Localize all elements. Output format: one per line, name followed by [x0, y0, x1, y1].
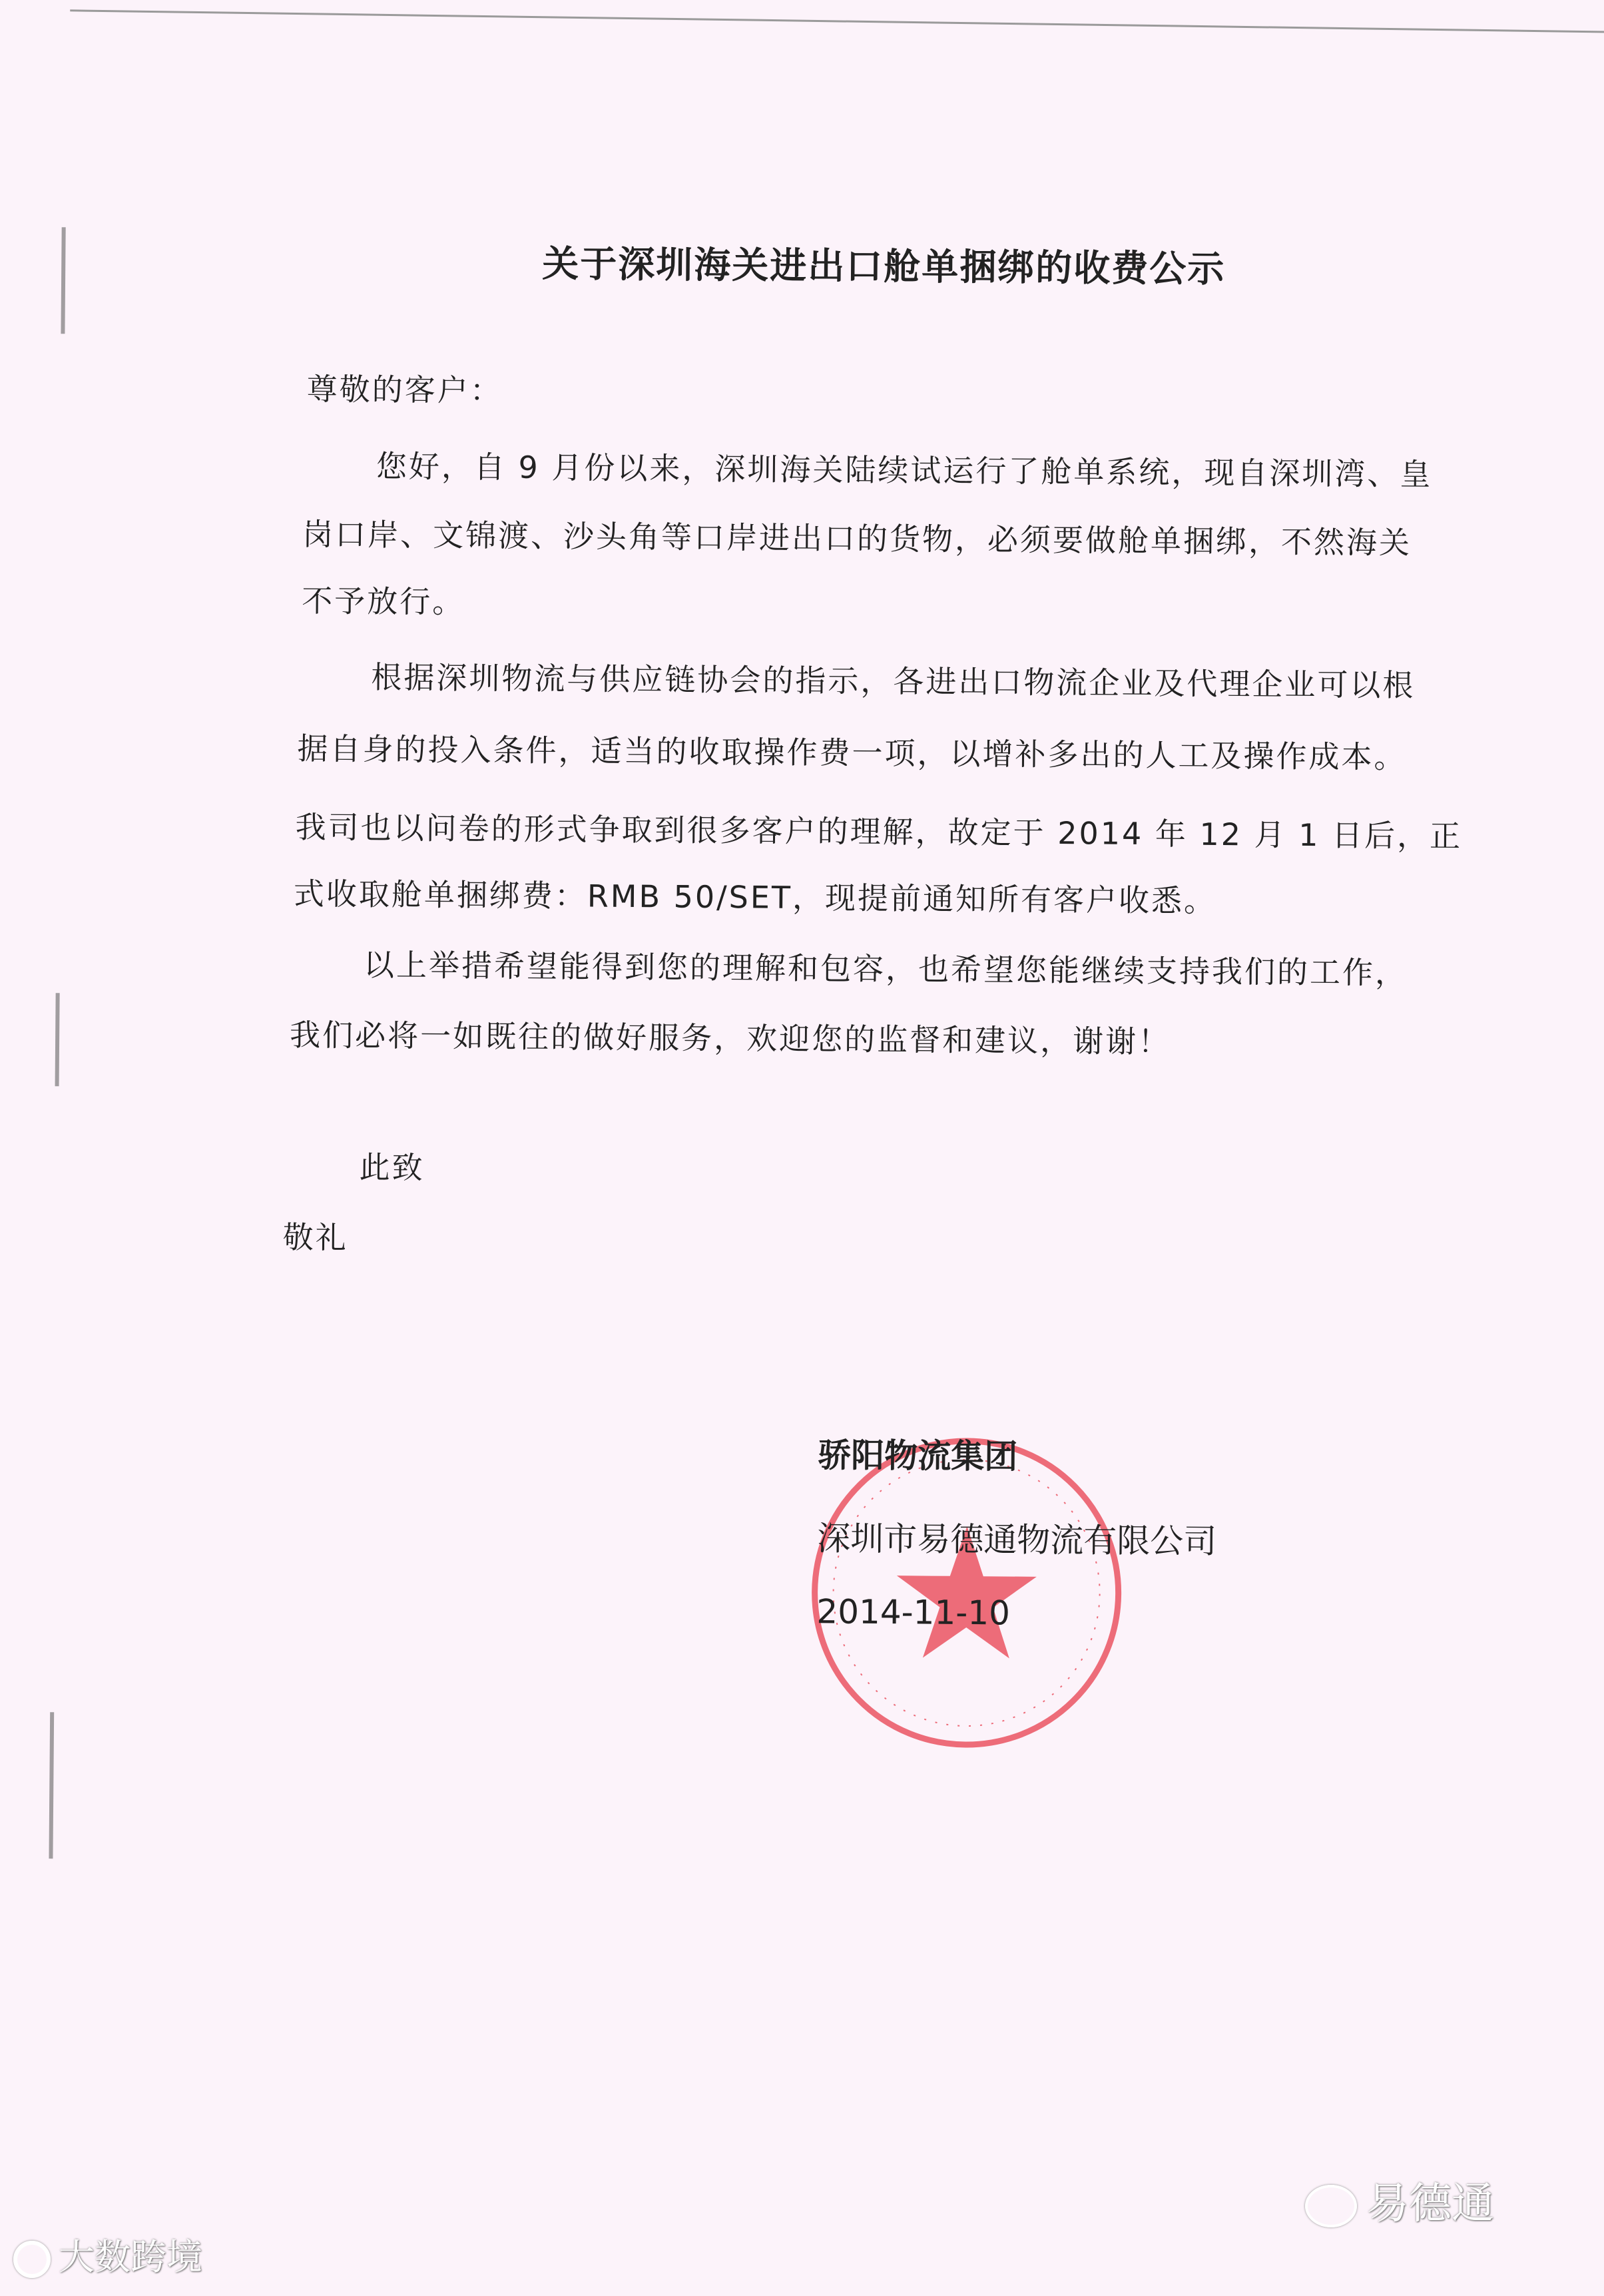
watermark-bottom-right: 易德通 [1305, 2177, 1494, 2231]
greeting: 尊敬的客户： [306, 371, 503, 409]
paragraph-3-line: 我们必将一如既往的做好服务，欢迎您的监督和建议，谢谢！ [289, 1016, 1171, 1060]
closing-salutation: 此致 [359, 1149, 425, 1186]
paragraph-2-line: 我司也以问卷的形式争取到很多客户的理解，故定于 2014 年 12 月 1 日后，正 [295, 809, 1463, 854]
watermark-bottom-left: 大数跨境 [13, 2231, 202, 2284]
logo-icon [13, 2241, 51, 2278]
paragraph-2-line: 据自身的投入条件，适当的收取操作费一项，以增补多出的人工及操作成本。 [297, 730, 1407, 776]
paragraph-1-line: 不予放行。 [302, 583, 465, 621]
signature-date: 2014-11-10 [816, 1592, 1011, 1633]
closing-regards: 敬礼 [282, 1219, 348, 1256]
paragraph-1-line: 岗口岸、文锦渡、沙头角等口岸进出口的货物，必须要做舱单捆绑，不然海关 [302, 516, 1412, 561]
scan-artifact [49, 1712, 54, 1859]
paragraph-2-line: 根据深圳物流与供应链协会的指示，各进出口物流企业及代理企业可以根 [371, 659, 1416, 704]
document-title: 关于深圳海关进出口舱单捆绑的收费公示 [542, 242, 1226, 290]
scan-artifact [55, 993, 60, 1086]
scan-edge-line [70, 9, 1604, 33]
signature-group: 骄阳物流集团 [818, 1436, 1018, 1476]
paragraph-1-line: 您好，自 9 月份以来，深圳海关陆续试运行了舱单系统，现自深圳湾、皇 [376, 447, 1433, 493]
signature-company: 深圳市易德通物流有限公司 [817, 1519, 1217, 1561]
paragraph-2-line: 式收取舱单捆绑费：RMB 50/SET，现提前通知所有客户收悉。 [293, 876, 1217, 919]
paragraph-3-line: 以上举措希望能得到您的理解和包容，也希望您能继续支持我们的工作， [363, 946, 1408, 992]
wechat-icon [1305, 2185, 1357, 2227]
